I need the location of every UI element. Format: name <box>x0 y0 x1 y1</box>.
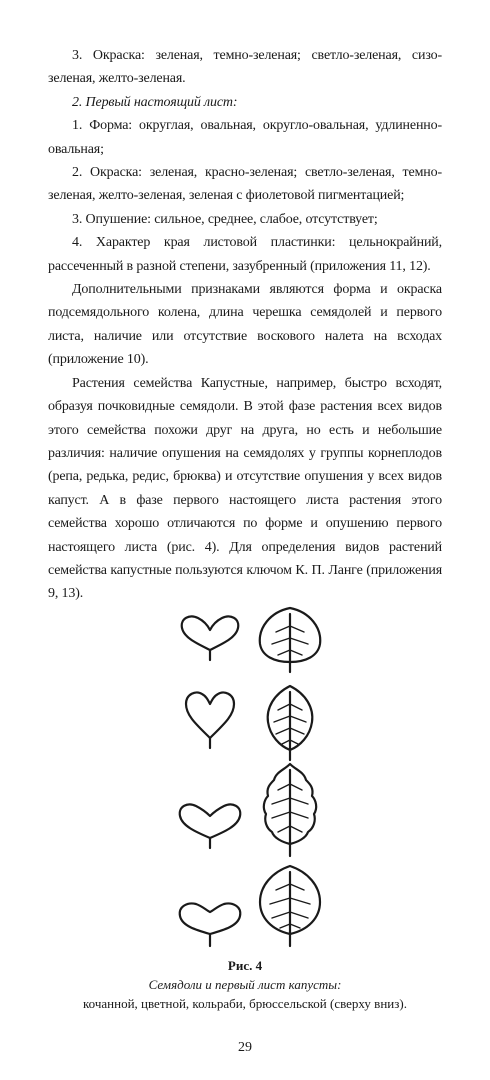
paragraph-coloring-cotyledons: 3. Окраска: зеленая, темно-зеленая; светло-зеленая, сизо-зеленая, желто-зеленая. <box>48 48 442 87</box>
figure-subtitle: Семядоли и первый лист капусты: <box>148 977 342 992</box>
cotyledon-kolrabi <box>180 804 241 848</box>
figure-illustration <box>0 600 490 960</box>
cotyledon-tsvetnaya <box>186 692 234 748</box>
paragraph-leaf-margin: 4. Характер края листовой пластинки: цельнокрайний, рассеченный в разной степени, зазубренный (приложения 11, 12). <box>48 235 442 274</box>
page-number: 29 <box>238 1040 252 1055</box>
leaf-kochannaya <box>260 608 320 672</box>
figure-4 <box>0 600 490 960</box>
body-text <box>48 44 442 606</box>
figure-caption: кочанной, цветной, кольраби, брюссельской (сверху вниз). <box>83 996 407 1011</box>
paragraph-brassicaceae: Растения семейства Капустные, например, быстро всходят, образуя почковидные семядоли. В этой фазе растения всех видов этого семейства похожи друг на друга, но есть и небольшие различия: наличие опушения на семядолях у группы корнеплодов (репа, редька, редис, брюква) и отсутствие опушения у всех видов капуст. А в фазе первого настоящего листа растения этого семейства хорошо отличаются по форме и опушению первого настоящего листа (рис. 4). Для определения видов растений семейства капустные пользуются ключом К. П. Ланге (приложения 9, 13). <box>48 375 442 602</box>
paragraph-first-leaf-heading: 2. Первый настоящий лист: <box>72 94 238 110</box>
paragraph-leaf-shape: 1. Форма: округлая, овальная, округло-овальная, удлиненно-овальная; <box>48 118 442 157</box>
paragraph-additional-traits: Дополнительными признаками являются форма и окраска подсемядольного колена, длина черешка семядолей и первого листа, наличие или отсутствие воскового налета на всходах (приложение 10). <box>48 282 442 368</box>
leaf-bryusselskaya <box>260 866 320 946</box>
figure-title: Рис. 4 <box>227 958 263 973</box>
cotyledon-kochannaya <box>182 616 239 660</box>
paragraph-leaf-color: 2. Окраска: зеленая, красно-зеленая; светло-зеленая, темно-зеленая, желто-зеленая, зеленая с фиолетовой пигментацией; <box>48 165 442 204</box>
leaf-tsvetnaya <box>268 686 313 760</box>
paragraph-leaf-pubescence: 3. Опушение: сильное, среднее, слабое, отсутствует; <box>72 211 378 227</box>
cotyledon-bryusselskaya <box>180 904 241 947</box>
leaf-kolrabi <box>264 764 316 856</box>
